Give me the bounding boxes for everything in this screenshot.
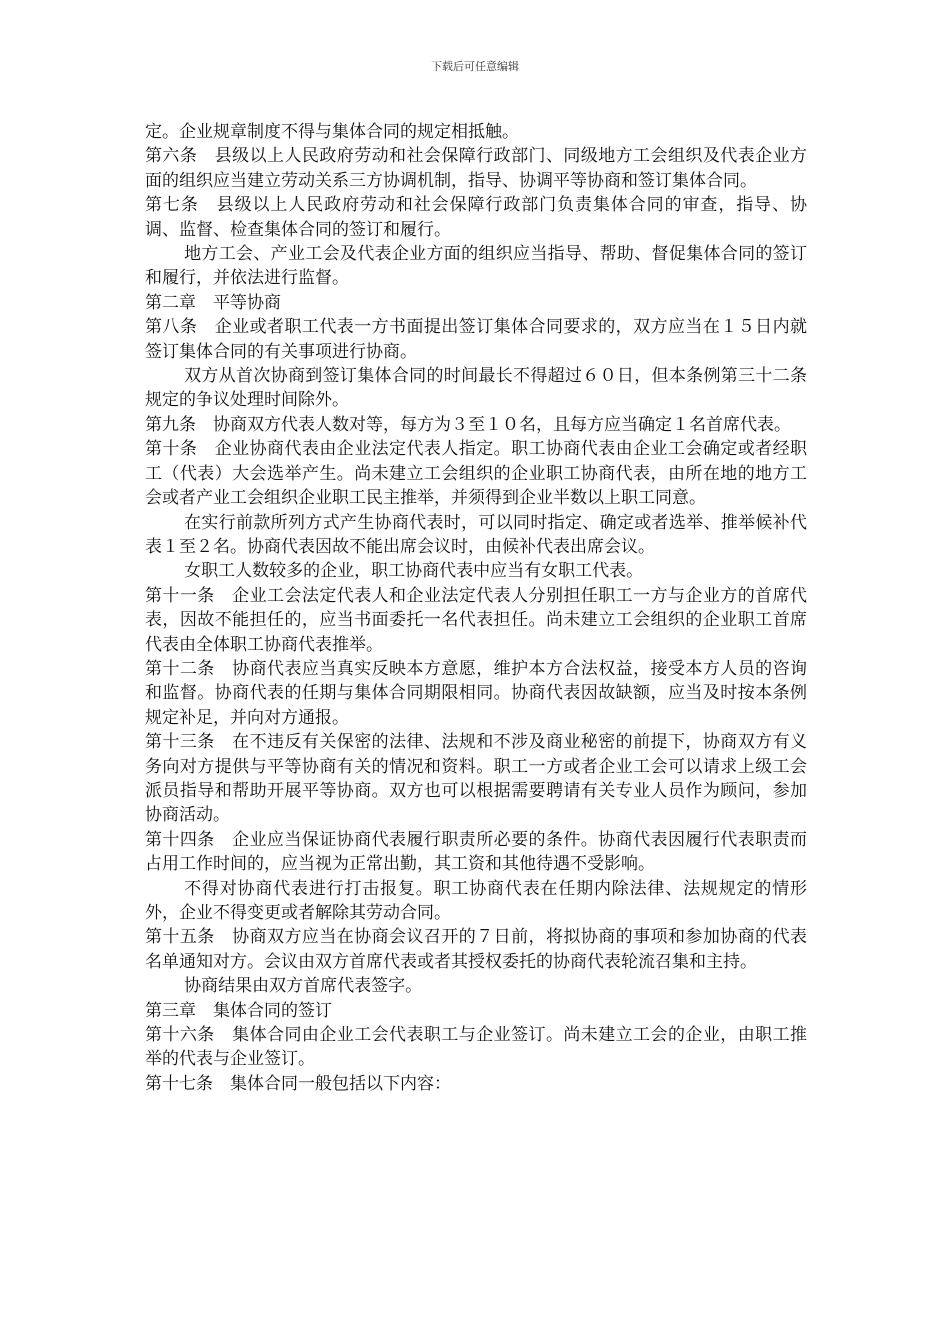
paragraph: 定。企业规章制度不得与集体合同的规定相抵触。 — [145, 122, 519, 142]
article-9: 第九条 协商双方代表人数对等，每方为３至１０名，且每方应当确定１名首席代表。 — [145, 414, 791, 435]
paragraph: 协商结果由双方首席代表签字。 — [184, 976, 423, 997]
article-6: 第六条 县级以上人民政府劳动和社会保障行政部门、同级地方工会组织及代表企业方面的组织应当建立劳动关系三方协调机制，指导、协调平等协商和签订集体合同。 — [145, 146, 807, 191]
page-header: 下载后可任意编辑 — [431, 60, 519, 73]
article-16: 第十六条 集体合同由企业工会代表职工与企业签订。尚未建立工会的企业，由职工推举的代表与企业签订。 — [145, 1025, 807, 1070]
paragraph: 地方工会、产业工会及代表企业方面的组织应当指导、帮助、督促集体合同的签订和履行，并依法进行监督。 — [145, 244, 807, 289]
chapter-heading: 第三章 集体合同的签订 — [145, 1000, 332, 1021]
article-17: 第十七条 集体合同一般包括以下内容： — [145, 1073, 451, 1094]
article-13: 第十三条 在不违反有关保密的法律、法规和不涉及商业秘密的前提下，协商双方有义务向对方提供与平等协商有关的情况和资料。职工一方或者企业工会可以请求上级工会派员指导和帮助开展平等协商。双方也可以根据需要聘请有关专业人员作为顾问，参加协商活动。 — [145, 732, 807, 826]
paragraph: 女职工人数较多的企业，职工协商代表中应当有女职工代表。 — [184, 561, 644, 582]
article-15: 第十五条 协商双方应当在协商会议召开的７日前，将拟协商的事项和参加协商的代表名单通知对方。会议由双方首席代表或者其授权委托的协商代表轮流召集和主持。 — [145, 927, 807, 972]
paragraph: 不得对协商代表进行打击报复。职工协商代表在任期内除法律、法规规定的情形外，企业不得变更或者解除其劳动合同。 — [145, 878, 807, 923]
article-8: 第八条 企业或者职工代表一方书面提出签订集体合同要求的，双方应当在１５日内就签订集体合同的有关事项进行协商。 — [145, 317, 807, 362]
article-11: 第十一条 企业工会法定代表人和企业法定代表人分别担任职工一方与企业方的首席代表，因故不能担任的，应当书面委托一名代表担任。尚未建立工会组织的企业职工首席代表由全体职工协商代表推举。 — [145, 585, 807, 655]
article-10: 第十条 企业协商代表由企业法定代表人指定。职工协商代表由企业工会确定或者经职工（代表）大会选举产生。尚未建立工会组织的企业职工协商代表，由所在地的地方工会或者产业工会组织企业职工民主推举，并须得到企业半数以上职工同意。 — [145, 439, 807, 509]
paragraph: 双方从首次协商到签订集体合同的时间最长不得超过６０日，但本条例第三十二条规定的争议处理时间除外。 — [145, 366, 807, 411]
article-12: 第十二条 协商代表应当真实反映本方意愿，维护本方合法权益，接受本方人员的咨询和监督。协商代表的任期与集体合同期限相同。协商代表因故缺额，应当及时按本条例规定补足，并向对方通报。 — [145, 658, 807, 728]
article-14: 第十四条 企业应当保证协商代表履行职责所必要的条件。协商代表因履行代表职责而占用工作时间的，应当视为正常出勤，其工资和其他待遇不受影响。 — [145, 829, 807, 875]
article-7: 第七条 县级以上人民政府劳动和社会保障行政部门负责集体合同的审查，指导、协调、监督、检查集体合同的签订和履行。 — [145, 195, 807, 240]
chapter-heading: 第二章 平等协商 — [145, 292, 281, 313]
document-body — [145, 120, 807, 1096]
paragraph: 在实行前款所列方式产生协商代表时，可以同时指定、确定或者选举、推举候补代表１至２名。协商代表因故不能出席会议时，由候补代表出席会议。 — [145, 512, 807, 557]
